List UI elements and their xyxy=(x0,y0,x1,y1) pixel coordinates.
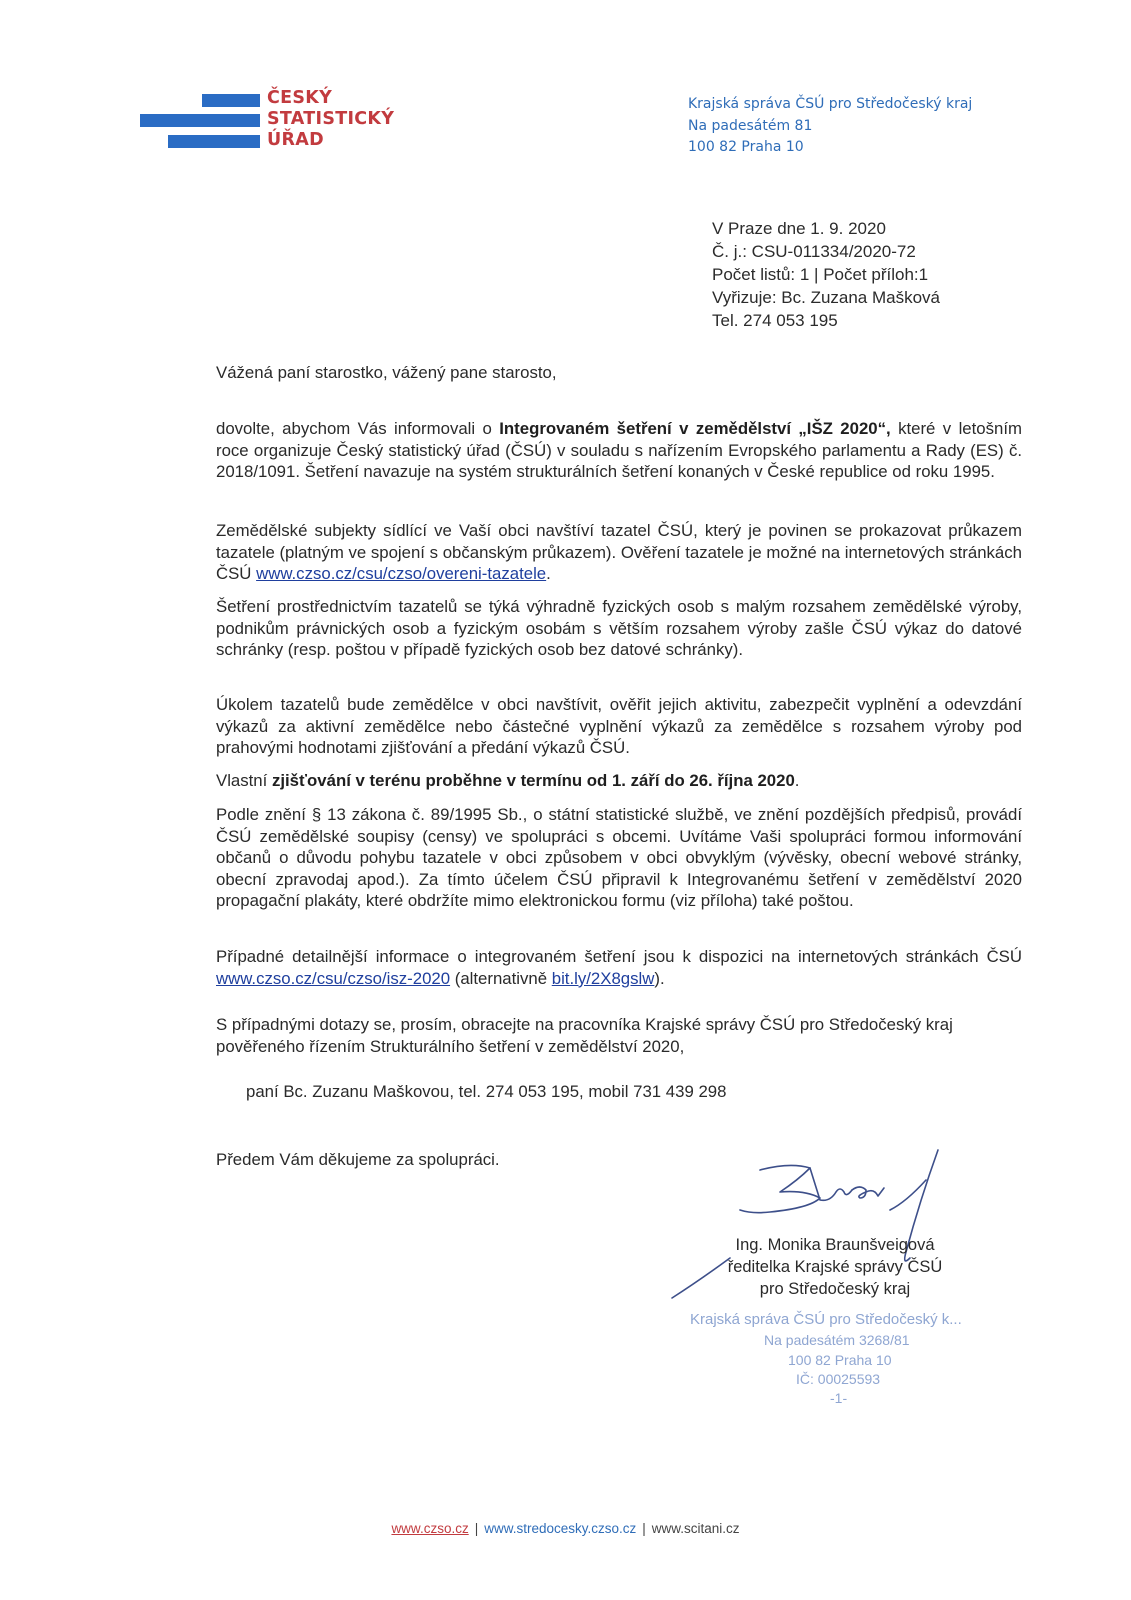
contact-person: paní Bc. Zuzanu Maškovou, tel. 274 053 195, mobil 731 439 298 xyxy=(246,1082,727,1101)
office-line2: Na padesátém 81 xyxy=(688,117,813,134)
paragraph-tasks: Úkolem tazatelů bude zemědělce v obci navštívit, ověřit jejich aktivitu, zabezpečit vyplnění a odevzdání výkazů za aktivní zemědělce nebo částečné vyplnění výkazů za zemědělce s rozsahem výroby pod prahovými hodnotami zjišťování a předání výkazů ČSÚ. xyxy=(216,695,1022,758)
paragraph-intro xyxy=(216,418,1022,483)
letter-date: V Praze dne 1. 9. 2020 xyxy=(712,219,886,238)
logo-text-line2: STATISTICKÝ xyxy=(267,109,395,129)
csu-logo xyxy=(140,90,400,160)
stamp-line2: Na padesátém 3268/81 xyxy=(764,1332,910,1348)
p1-survey-name: Integrovaném šetření v zemědělství „IŠZ 2020“, xyxy=(499,419,891,438)
paragraph-dates xyxy=(216,770,1022,792)
p5-text-a: Vlastní xyxy=(216,771,272,790)
closing-thanks: Předem Vám děkujeme za spolupráci. xyxy=(216,1150,500,1169)
signatory-title: ředitelka Krajské správy ČSÚ xyxy=(727,1258,943,1276)
office-line3: 100 82 Praha 10 xyxy=(688,139,804,155)
paragraph-more-info xyxy=(216,946,1022,989)
verify-interviewer-link[interactable]: www.czso.cz/csu/czso/overeni-tazatele xyxy=(256,564,547,584)
signatory-region: pro Středočeský kraj xyxy=(759,1280,911,1298)
p1-text-a: dovolte, abychom Vás informovali o xyxy=(216,419,500,438)
footer-scitani-link[interactable]: www.scitani.cz xyxy=(651,1521,740,1536)
logo-bar-middle xyxy=(140,114,260,127)
p5-field-dates: zjišťování v terénu proběhne v termínu od 1. září do 26. října 2020 xyxy=(271,771,795,790)
salutation: Vážená paní starostko, vážený pane starosto, xyxy=(216,363,557,382)
stamp-line3: 100 82 Praha 10 xyxy=(788,1352,892,1368)
p5-text-c: . xyxy=(794,771,800,790)
p1-text-c: které v letošním roce organizuje Český statistický úřad (ČSÚ) v souladu s nařízením Evropského parlamentu a Rady (ES) č. 2018/1091. Šetření navazuje na systém strukturálních šetření konaných v České republice od roku 1995. xyxy=(216,419,1022,482)
stamp-line5: -1- xyxy=(830,1390,848,1406)
footer-separator: | xyxy=(642,1521,646,1536)
office-line1: Krajská správa ČSÚ pro Středočeský kraj xyxy=(688,96,973,112)
p7-text-b: (alternativně xyxy=(450,968,552,988)
handler: Vyřizuje: Bc. Zuzana Mašková xyxy=(712,288,941,307)
office-address xyxy=(688,94,972,159)
footer-czso-link[interactable]: www.czso.cz xyxy=(391,1521,469,1536)
stamp-line1: Krajská správa ČSÚ pro Středočeský k... xyxy=(690,1311,962,1328)
reference-block xyxy=(712,217,940,332)
paragraph-scope: Šetření prostřednictvím tazatelů se týká výhradně fyzických osob s malým rozsahem zemědělské výroby, podnikům právnických osob a fyzickým osobám s větším rozsahem výroby zašle ČSÚ výkaz do datové schránky (resp. poštou v případě fyzických osob bez datové schránky). xyxy=(216,597,1022,660)
signatory-block xyxy=(705,1234,965,1300)
p7-text-a: Případné detailnější informace o integrovaném šetření jsou k dispozici na internetových stránkách ČSÚ xyxy=(216,947,1022,966)
logo-text-line3: ÚŘAD xyxy=(267,130,324,150)
paragraph-contact-intro: S případnými dotazy se, prosím, obracejte na pracovníka Krajské správy ČSÚ pro Středočeský kraj pověřeného řízením Strukturálního šetření v zemědělství 2020, xyxy=(216,1015,953,1056)
isz-2020-link[interactable]: www.czso.cz/csu/czso/isz-2020 xyxy=(216,968,451,988)
stamp-line4: IČ: 00025593 xyxy=(796,1371,881,1387)
paragraph-law: Podle znění § 13 zákona č. 89/1995 Sb., o státní statistické službě, ve znění pozdějších předpisů, provádí ČSÚ zemědělské soupisy (censy) ve spolupráci s obcemi. Uvítáme Vaši spolupráci formou informování občanů o důvodu pohybu tazatele v obci způsobem v obci obvyklým (vývěsky, obecní webové stránky, obecní zpravodaj apod.). Za tímto účelem ČSÚ připravil k Integrovanému šetření v zemědělství 2020 propagační plakáty, které obdržíte mimo elektronickou formu (viz příloha) také poštou. xyxy=(216,805,1022,911)
p7-text-c: ). xyxy=(654,968,665,988)
paragraph-interviewer xyxy=(216,520,1022,585)
footer-stredocesky-link[interactable]: www.stredocesky.czso.cz xyxy=(484,1521,637,1536)
logo-bar-top xyxy=(202,94,260,107)
footer-links xyxy=(0,1521,1131,1536)
logo-bar-bottom xyxy=(168,135,260,148)
logo-text-line1: ČESKÝ xyxy=(267,88,333,108)
p2-text-a: Zemědělské subjekty sídlící ve Vaší obci navštíví tazatel ČSÚ, který je povinen se prokazovat průkazem tazatele (platným ve spojení s občanským průkazem). Ověření tazatele je možné na internetových stránkách ČSÚ xyxy=(216,521,1022,584)
short-link[interactable]: bit.ly/2X8gslw xyxy=(551,968,655,988)
page-counts: Počet listů: 1 | Počet příloh:1 xyxy=(712,265,929,284)
footer-separator: | xyxy=(474,1521,479,1536)
signatory-name: Ing. Monika Braunšveigová xyxy=(735,1236,935,1254)
handler-phone: Tel. 274 053 195 xyxy=(712,311,838,330)
reference-number: Č. j.: CSU-011334/2020-72 xyxy=(712,242,916,261)
p2-text-b: . xyxy=(546,564,551,584)
